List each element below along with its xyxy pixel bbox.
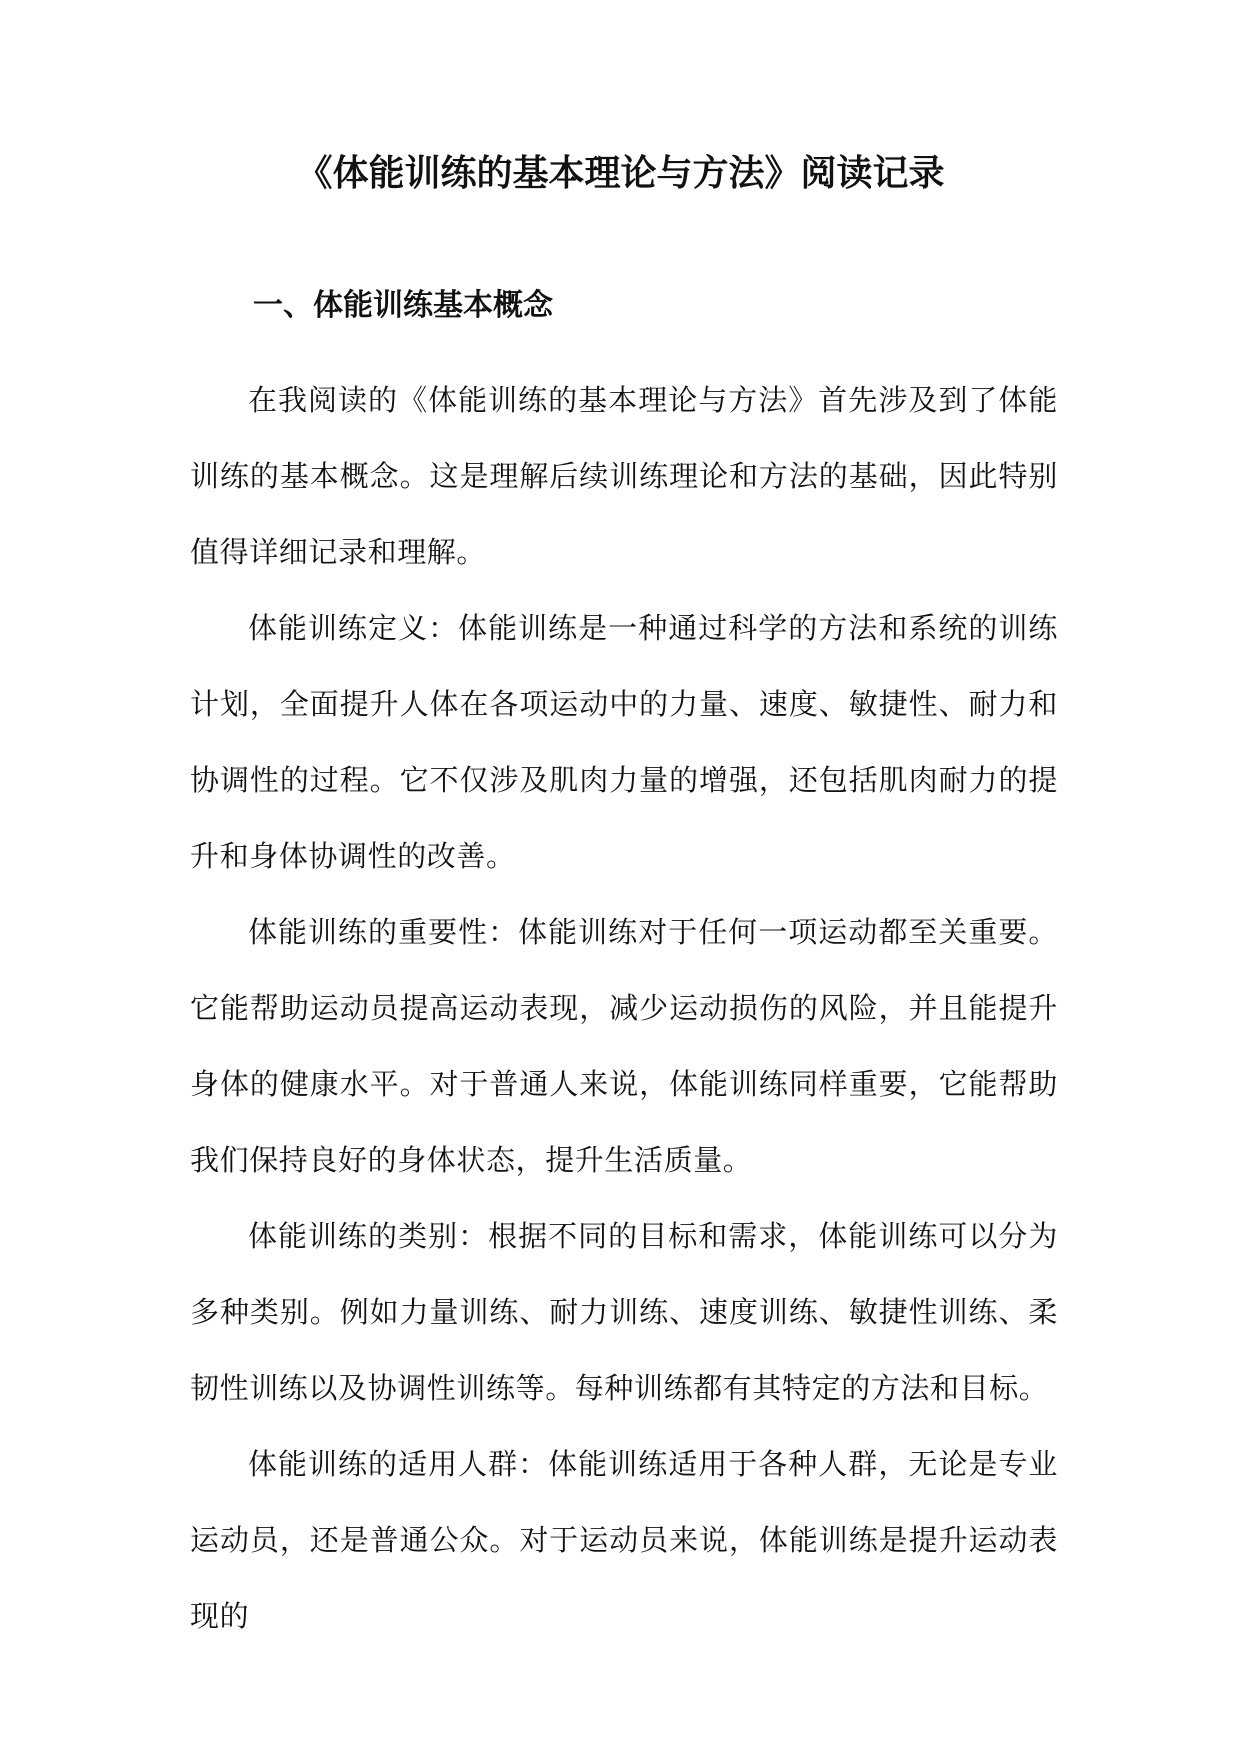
section-heading: 一、体能训练基本概念 — [253, 288, 553, 323]
document-body — [190, 362, 1058, 1654]
paragraph-importance: 体能训练的重要性：体能训练对于任何一项运动都至关重要。它能帮助运动员提高运动表现，减少运动损伤的风险，并且能提升身体的健康水平。对于普通人来说，体能训练同样重要，它能帮助我们保持良好的身体状态，提升生活质量。 — [190, 915, 1058, 1177]
paragraph-definition: 体能训练定义：体能训练是一种通过科学的方法和系统的训练计划，全面提升人体在各项运动中的力量、速度、敏捷性、耐力和协调性的过程。它不仅涉及肌肉力量的增强，还包括肌肉耐力的提升和身体协调性的改善。 — [190, 611, 1058, 873]
document-title: 《体能训练的基本理论与方法》阅读记录 — [296, 153, 945, 194]
paragraph-categories: 体能训练的类别：根据不同的目标和需求，体能训练可以分为多种类别。例如力量训练、耐力训练、速度训练、敏捷性训练、柔韧性训练以及协调性训练等。每种训练都有其特定的方法和目标。 — [190, 1219, 1058, 1405]
paragraph-intro: 在我阅读的《体能训练的基本理论与方法》首先涉及到了体能训练的基本概念。这是理解后续训练理论和方法的基础，因此特别值得详细记录和理解。 — [190, 383, 1058, 569]
paragraph-target-groups: 体能训练的适用人群：体能训练适用于各种人群，无论是专业运动员，还是普通公众。对于运动员来说，体能训练是提升运动表现的 — [190, 1447, 1058, 1633]
